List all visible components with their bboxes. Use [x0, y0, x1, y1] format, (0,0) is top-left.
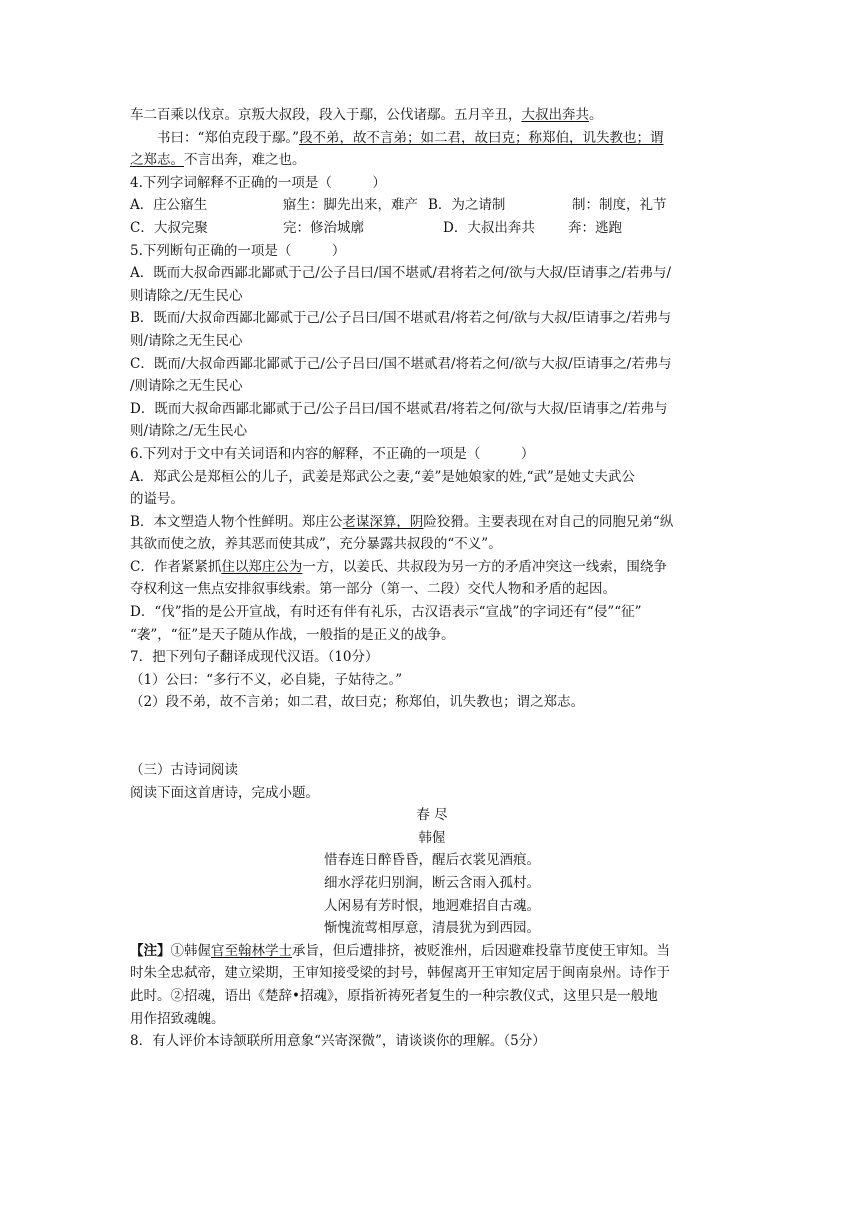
option-text: 险狡猾。主要表现在对自己的同胞兄弟“纵 — [423, 513, 674, 530]
q5-option-b-line-2: 则/请除之无生民心 — [130, 332, 243, 349]
underlined-phrase: 之郑志。 — [130, 152, 184, 169]
q8-stem: 8．有人评价本诗颔联所用意象“兴寄深微”，请谈谈你的理解。（5分） — [130, 1033, 546, 1050]
passage-text: 不言出奔，难之也。 — [184, 152, 306, 169]
q5-option-c-line-2: /则请除之无生民心 — [130, 378, 243, 395]
q5-option-c-line-1: C．既而/大叔命西鄙北鄙贰于己/公子吕曰/国不堪贰君/将若之何/欲与大叔/臣请事之/若弗与 — [130, 355, 672, 372]
q6-option-d-line-2: “袭”，“征”是天子随从作战，一般指的是正义的战争。 — [130, 626, 455, 643]
passage-line-3 — [130, 149, 734, 172]
poem-note-line-4: 用作招致魂魄。 — [130, 1010, 225, 1027]
q7-sentence-2: （2）段不弟，故不言弟；如二君，故曰克；称郑伯，讥失教也；谓之郑志。 — [130, 694, 585, 711]
poem-line-2: 细水浮花归别涧，断云含雨入孤村。 — [324, 875, 540, 891]
q4-option-a-explanation: 寤生：脚先出来，难产 — [283, 197, 418, 214]
q5-option-d-line-2: 则/请除之/无生民心 — [130, 423, 248, 440]
q5-option-a-line-2: 则请除之/无生民心 — [130, 287, 243, 304]
q6-option-a-line-2: 的谥号。 — [130, 491, 184, 508]
q7-stem: 7．把下列句子翻译成现代汉语。（10分） — [130, 649, 379, 666]
note-text: ①韩偓 — [170, 942, 211, 959]
section-3-intro: 阅读下面这首唐诗，完成小题。 — [130, 784, 319, 801]
q6-option-c-line-2: 夺权利这一焦点安排叙事线索。第一部分（第一、二段）交代人物和矛盾的起因。 — [130, 581, 616, 598]
q6-option-b-line-1 — [130, 511, 734, 534]
poem-line-3: 人闲易有芳时恨，地迥难招自古魂。 — [324, 897, 540, 914]
spacer — [130, 714, 734, 759]
q7-sentence-1: （1）公曰：“多行不义，必自毙，子姑待之。” — [130, 671, 403, 688]
q5-option-d-line-1: D．既而大叔命西鄙北鄙贰于己/公子吕曰/国不堪贰君/将若之何/欲与大叔/臣请事之/若弗与 — [130, 400, 668, 417]
q6-option-a-line-1: A．郑武公是郑桓公的儿子，武姜是郑武公之妻,“姜”是她娘家的姓,“武”是她丈夫武公 — [130, 468, 635, 485]
passage-text: 书曰：“郑伯克段于鄢。” — [157, 129, 300, 146]
underlined-phrase: 住以郑庄公为 — [221, 558, 303, 575]
option-text: 一方，以姜氏、共叔段为另一方的矛盾冲突这一线索，围绕争 — [302, 558, 667, 575]
q5-stem: 5.下列断句正确的一项是（ ） — [130, 242, 346, 259]
poem-line-1: 惜春连日醉昏昏，醒后衣裳见酒痕。 — [324, 852, 540, 869]
poem-author: 韩偓 — [418, 829, 446, 846]
q4-option-c-explanation: 完：修治城廓 — [283, 219, 364, 236]
option-text: B．本文塑造人物个性鲜明。郑庄公 — [130, 513, 343, 530]
q5-option-b-line-1: B．既而/大叔命西鄙北鄙贰于己/公子吕曰/国不堪贰君/将若之何/欲与大叔/臣请事之/若弗与 — [130, 310, 672, 327]
poem-note-line-2: 时朱全忠弑帝，建立梁期，王审知接受梁的封号，韩偓离开王审知定居于闽南泉州。诗作于 — [130, 965, 670, 982]
poem-title: 春 尽 — [416, 807, 448, 824]
passage-text: 车二百乘以伐京。京叛大叔段，段入于鄢，公伐诸鄢。五月辛丑， — [130, 107, 522, 123]
underlined-phrase: 段不弟，故不言弟；如二君，故曰克；称郑伯，讥失教也；谓 — [299, 129, 664, 146]
q4-options-row-1 — [130, 194, 734, 217]
q4-option-a: A．庄公寤生 — [130, 197, 208, 214]
poem-line-4: 惭愧流莺相厚意，清晨犹为到西园。 — [324, 920, 540, 937]
q6-stem: 6.下列对于文中有关词语和内容的解释，不正确的一项是（ ） — [130, 445, 535, 462]
underlined-phrase: 大叔出奔共 — [521, 107, 589, 123]
passage-line-2 — [130, 127, 734, 150]
q6-option-b-line-2: 其欲而使之放，养其恶而使其成”，充分暴露共叔段的“不义”。 — [130, 536, 502, 553]
poem-note-line-3: 此时。②招魂，语出《楚辞•招魂》，原指祈祷死者复生的一种宗教仪式，这里只是一般地 — [130, 987, 658, 1004]
section-3-heading: （三）古诗词阅读 — [130, 762, 238, 779]
note-label: 【注】 — [130, 942, 171, 959]
option-text: C．作者紧紧抓 — [130, 558, 222, 575]
underlined-phrase: 官至翰林学士 — [211, 942, 292, 959]
q4-option-d: D．大叔出奔共 — [443, 219, 535, 236]
q5-option-a-line-1: A．既而大叔命西鄙北鄙贰于己/公子吕曰/国不堪贰/君将若之何/欲与大叔/臣请事之/若弗与/ — [130, 265, 672, 282]
passage-line-1 — [130, 104, 734, 127]
passage-text: 。 — [589, 107, 603, 123]
poem-note-line-1 — [130, 940, 734, 963]
document-page — [130, 104, 734, 1053]
q4-option-b: B．为之请制 — [428, 197, 506, 214]
q4-option-c: C．大叔完聚 — [130, 219, 208, 236]
q4-stem: 4.下列字词解释不正确的一项是（ ） — [130, 174, 386, 191]
q4-options-row-2 — [130, 217, 734, 240]
underlined-phrase: 老谋深算，阴 — [342, 513, 424, 530]
q6-option-d-line-1: D．“伐”指的是公开宣战，有时还有伴有礼乐，古汉语表示“宣战”的字词还有“侵”“征” — [130, 604, 642, 621]
q6-option-c-line-1 — [130, 556, 734, 579]
q4-option-d-explanation: 奔：逃跑 — [568, 219, 622, 236]
q4-option-b-explanation: 制：制度，礼节 — [572, 197, 667, 214]
note-text: 承旨，但后遭排挤，被贬淮州，后因避难投靠节度使王审知。当 — [292, 942, 670, 959]
